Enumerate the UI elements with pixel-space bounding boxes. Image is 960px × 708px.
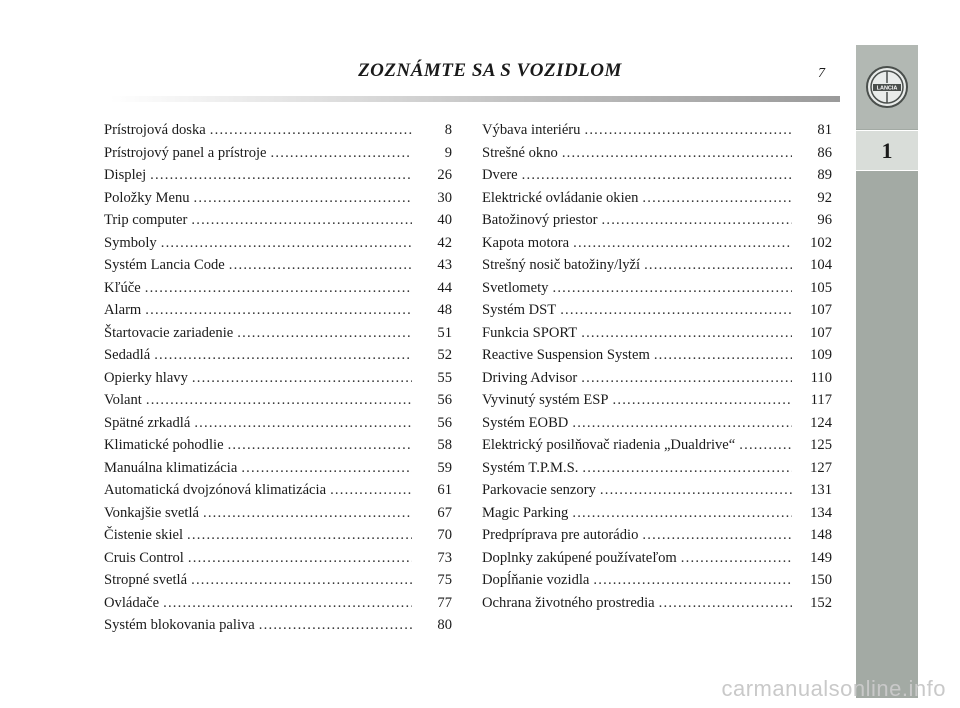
toc-entry-page: 48 — [437, 302, 452, 318]
toc-entry-title: Ovládače — [104, 594, 160, 611]
toc-dot-leader — [572, 505, 792, 522]
toc-dot-leader — [229, 257, 412, 274]
toc-entry-page: 56 — [437, 392, 452, 408]
toc-entry-page: 152 — [810, 594, 832, 611]
toc-entry-page: 92 — [817, 189, 832, 206]
lancia-logo-icon — [865, 65, 909, 109]
toc-dot-leader — [203, 505, 412, 522]
toc-entry-title: Sedadlá — [104, 347, 151, 363]
toc-entry-page: 73 — [437, 549, 452, 566]
toc-dot-leader — [659, 595, 792, 612]
toc-entry-title: Magic Parking — [482, 504, 569, 521]
toc-dot-leader — [145, 302, 412, 319]
toc-entry[interactable] — [104, 302, 452, 325]
toc-entry-page: 150 — [810, 572, 832, 588]
toc-entry-title: Doplnky zakúpené používateľom — [482, 549, 677, 566]
toc-entry-page: 124 — [810, 414, 832, 431]
toc-entry[interactable] — [104, 190, 452, 213]
toc-entry-title: Ochrana životného prostredia — [482, 594, 655, 611]
toc-dot-leader — [613, 392, 793, 409]
toc-entry-page: 110 — [810, 369, 832, 386]
toc-entry-page: 89 — [817, 167, 832, 183]
toc-entry[interactable] — [482, 505, 832, 528]
toc-entry-page: 77 — [437, 594, 452, 611]
toc-entry[interactable] — [482, 572, 832, 595]
toc-dot-leader — [210, 122, 412, 139]
toc-entry-page: 67 — [437, 504, 452, 521]
toc-entry-title: Elektrický posilňovač riadenia „Dualdrive“ — [482, 437, 736, 453]
header-rule — [110, 96, 840, 102]
toc-entry-page: 125 — [810, 437, 832, 453]
toc-dot-leader — [573, 235, 792, 252]
toc-entry-title: Strešné okno — [482, 144, 558, 161]
toc-entry-page: 52 — [437, 347, 452, 363]
toc-dot-leader — [602, 212, 792, 229]
toc-entry-title: Vyvinutý systém ESP — [482, 392, 609, 408]
toc-entry-title: Volant — [104, 392, 142, 408]
toc-entry[interactable] — [104, 617, 452, 640]
toc-entry-page: 30 — [437, 189, 452, 206]
toc-entry-title: Klimatické pohodlie — [104, 437, 224, 453]
toc-entry-title: Prístrojový panel a prístroje — [104, 144, 267, 161]
toc-entry-title: Svetlomety — [482, 279, 549, 296]
toc-entry-page: 107 — [810, 302, 832, 318]
toc-dot-leader — [581, 370, 792, 387]
toc-entry[interactable] — [482, 235, 832, 258]
toc-entry[interactable] — [104, 415, 452, 438]
toc-left-column — [104, 122, 452, 640]
toc-dot-leader — [582, 460, 792, 477]
toc-dot-leader — [228, 437, 412, 454]
toc-entry-title: Alarm — [104, 302, 142, 318]
toc-entry-title: Čistenie skiel — [104, 527, 184, 543]
toc-dot-leader — [584, 122, 792, 139]
toc-dot-leader — [161, 235, 412, 252]
toc-entry[interactable] — [104, 257, 452, 280]
toc-entry-title: Dopĺňanie vozidla — [482, 572, 590, 588]
toc-dot-leader — [642, 190, 792, 207]
toc-entry[interactable] — [104, 167, 452, 190]
toc-entry-title: Manuálna klimatizácia — [104, 459, 238, 476]
toc-entry[interactable] — [104, 325, 452, 348]
toc-entry-title: Dvere — [482, 167, 518, 183]
toc-entry[interactable] — [482, 302, 832, 325]
toc-dot-leader — [191, 572, 412, 589]
chapter-number: 1 — [856, 130, 918, 171]
toc-entry[interactable] — [482, 257, 832, 280]
toc-entry-page: 81 — [817, 122, 832, 138]
toc-entry[interactable] — [104, 572, 452, 595]
toc-entry[interactable] — [482, 122, 832, 145]
toc-dot-leader — [572, 415, 792, 432]
toc-entry[interactable] — [104, 437, 452, 460]
toc-entry[interactable] — [482, 415, 832, 438]
toc-dot-leader — [593, 572, 792, 589]
toc-entry-title: Opierky hlavy — [104, 369, 188, 386]
toc-entry[interactable] — [104, 460, 452, 483]
toc-entry[interactable] — [482, 392, 832, 415]
toc-entry-title: Štartovacie zariadenie — [104, 324, 234, 341]
toc-entry-title: Stropné svetlá — [104, 572, 188, 588]
toc-entry-page: 59 — [437, 459, 452, 476]
toc-dot-leader — [739, 437, 792, 454]
toc-entry[interactable] — [482, 595, 832, 618]
toc-entry-title: Systém EOBD — [482, 414, 569, 431]
toc-dot-leader — [187, 527, 412, 544]
toc-entry-page: 117 — [810, 392, 832, 408]
toc-entry-title: Driving Advisor — [482, 369, 578, 386]
toc-entry[interactable] — [482, 370, 832, 393]
toc-entry-title: Systém DST — [482, 302, 557, 318]
toc-entry-title: Elektrické ovládanie okien — [482, 189, 639, 206]
toc-entry[interactable] — [482, 190, 832, 213]
toc-dot-leader — [552, 280, 792, 297]
toc-entry[interactable] — [482, 437, 832, 460]
toc-entry-page: 44 — [437, 279, 452, 296]
toc-entry-page: 86 — [817, 144, 832, 161]
toc-entry[interactable] — [482, 145, 832, 168]
toc-dot-leader — [644, 257, 792, 274]
toc-dot-leader — [600, 482, 792, 499]
toc-dot-leader — [145, 280, 412, 297]
toc-entry-page: 40 — [437, 212, 452, 228]
toc-entry[interactable] — [104, 280, 452, 303]
toc-dot-leader — [150, 167, 412, 184]
toc-dot-leader — [330, 482, 412, 499]
toc-entry-page: 70 — [437, 527, 452, 543]
page-number: 7 — [818, 66, 825, 81]
toc-entry[interactable] — [104, 392, 452, 415]
toc-dot-leader — [562, 145, 792, 162]
toc-entry-page: 75 — [437, 572, 452, 588]
toc-entry-page: 127 — [810, 459, 832, 476]
toc-entry[interactable] — [104, 595, 452, 618]
toc-entry-title: Spätné zrkadlá — [104, 414, 191, 431]
toc-entry[interactable] — [104, 482, 452, 505]
toc-entry-page: 80 — [437, 617, 452, 633]
toc-dot-leader — [188, 550, 412, 567]
toc-entry[interactable] — [104, 235, 452, 258]
logo-box — [856, 45, 918, 129]
toc-entry-title: Displej — [104, 167, 147, 183]
toc-dot-leader — [642, 527, 792, 544]
toc-entry[interactable] — [104, 550, 452, 573]
toc-entry-page: 8 — [444, 122, 452, 138]
toc-dot-leader — [154, 347, 412, 364]
toc-entry-page: 148 — [810, 527, 832, 543]
toc-entry-title: Automatická dvojzónová klimatizácia — [104, 482, 327, 498]
toc-entry[interactable] — [104, 505, 452, 528]
toc-dot-leader — [522, 167, 792, 184]
toc-entry-page: 102 — [810, 234, 832, 251]
toc-entry-title: Vonkajšie svetlá — [104, 504, 199, 521]
toc-entry-title: Cruis Control — [104, 549, 184, 566]
toc-dot-leader — [271, 145, 412, 162]
toc-entry-page: 56 — [437, 414, 452, 431]
toc-entry-title: Symboly — [104, 234, 157, 251]
toc-right-column — [482, 122, 832, 617]
toc-entry-page: 149 — [810, 549, 832, 566]
toc-entry[interactable] — [482, 167, 832, 190]
toc-entry-title: Systém blokovania paliva — [104, 617, 255, 633]
toc-entry[interactable] — [104, 527, 452, 550]
toc-entry-page: 109 — [810, 347, 832, 363]
toc-entry-page: 26 — [437, 167, 452, 183]
toc-entry-title: Predpríprava pre autorádio — [482, 527, 639, 543]
toc-entry[interactable] — [482, 527, 832, 550]
toc-entry-title: Funkcia SPORT — [482, 324, 578, 341]
toc-dot-leader — [681, 550, 792, 567]
toc-entry[interactable] — [482, 482, 832, 505]
toc-entry-page: 9 — [444, 144, 452, 161]
toc-entry-page: 105 — [810, 279, 832, 296]
toc-entry-page: 96 — [817, 212, 832, 228]
toc-entry[interactable] — [482, 550, 832, 573]
toc-entry-page: 51 — [437, 324, 452, 341]
toc-dot-leader — [194, 415, 412, 432]
toc-dot-leader — [654, 347, 792, 364]
toc-entry-title: Parkovacie senzory — [482, 482, 596, 498]
toc-entry-page: 107 — [810, 324, 832, 341]
toc-entry-title: Trip computer — [104, 212, 188, 228]
toc-entry-page: 43 — [437, 257, 452, 273]
watermark: carmanualsonline.info — [721, 676, 946, 701]
toc-entry-title: Výbava interiéru — [482, 122, 581, 138]
toc-dot-leader — [192, 370, 412, 387]
logo-text: LANCIA — [876, 85, 898, 92]
toc-entry[interactable] — [482, 325, 832, 348]
toc-entry-page: 104 — [810, 257, 832, 273]
toc-dot-leader — [191, 212, 412, 229]
toc-entry[interactable] — [104, 370, 452, 393]
toc-entry-title: Batožinový priestor — [482, 212, 598, 228]
toc-entry-page: 42 — [437, 234, 452, 251]
toc-dot-leader — [259, 617, 412, 634]
toc-entry-page: 58 — [437, 437, 452, 453]
toc-dot-leader — [194, 190, 412, 207]
toc-entry-title: Kapota motora — [482, 234, 570, 251]
toc-entry[interactable] — [482, 212, 832, 235]
toc-dot-leader — [241, 460, 412, 477]
toc-entry-title: Položky Menu — [104, 189, 190, 206]
toc-dot-leader — [163, 595, 412, 612]
toc-entry-page: 131 — [810, 482, 832, 498]
toc-entry[interactable] — [104, 122, 452, 145]
toc-entry[interactable] — [482, 280, 832, 303]
toc-dot-leader — [560, 302, 792, 319]
toc-entry[interactable] — [104, 145, 452, 168]
toc-entry[interactable] — [104, 212, 452, 235]
toc-entry[interactable] — [482, 347, 832, 370]
toc-dot-leader — [237, 325, 412, 342]
toc-entry-page: 55 — [437, 369, 452, 386]
toc-dot-leader — [581, 325, 792, 342]
page-title: ZOZNÁMTE SA S VOZIDLOM — [358, 60, 622, 81]
toc-entry-page: 134 — [810, 504, 832, 521]
toc-entry-title: Systém Lancia Code — [104, 257, 225, 273]
toc-entry-page: 61 — [437, 482, 452, 498]
toc-entry[interactable] — [104, 347, 452, 370]
toc-entry-title: Reactive Suspension System — [482, 347, 650, 363]
toc-dot-leader — [146, 392, 412, 409]
toc-entry[interactable] — [482, 460, 832, 483]
toc-entry-title: Systém T.P.M.S. — [482, 459, 579, 476]
toc-entry-title: Prístrojová doska — [104, 122, 206, 138]
toc-entry-title: Strešný nosič batožiny/lyží — [482, 257, 641, 273]
toc-entry-title: Kľúče — [104, 279, 141, 296]
